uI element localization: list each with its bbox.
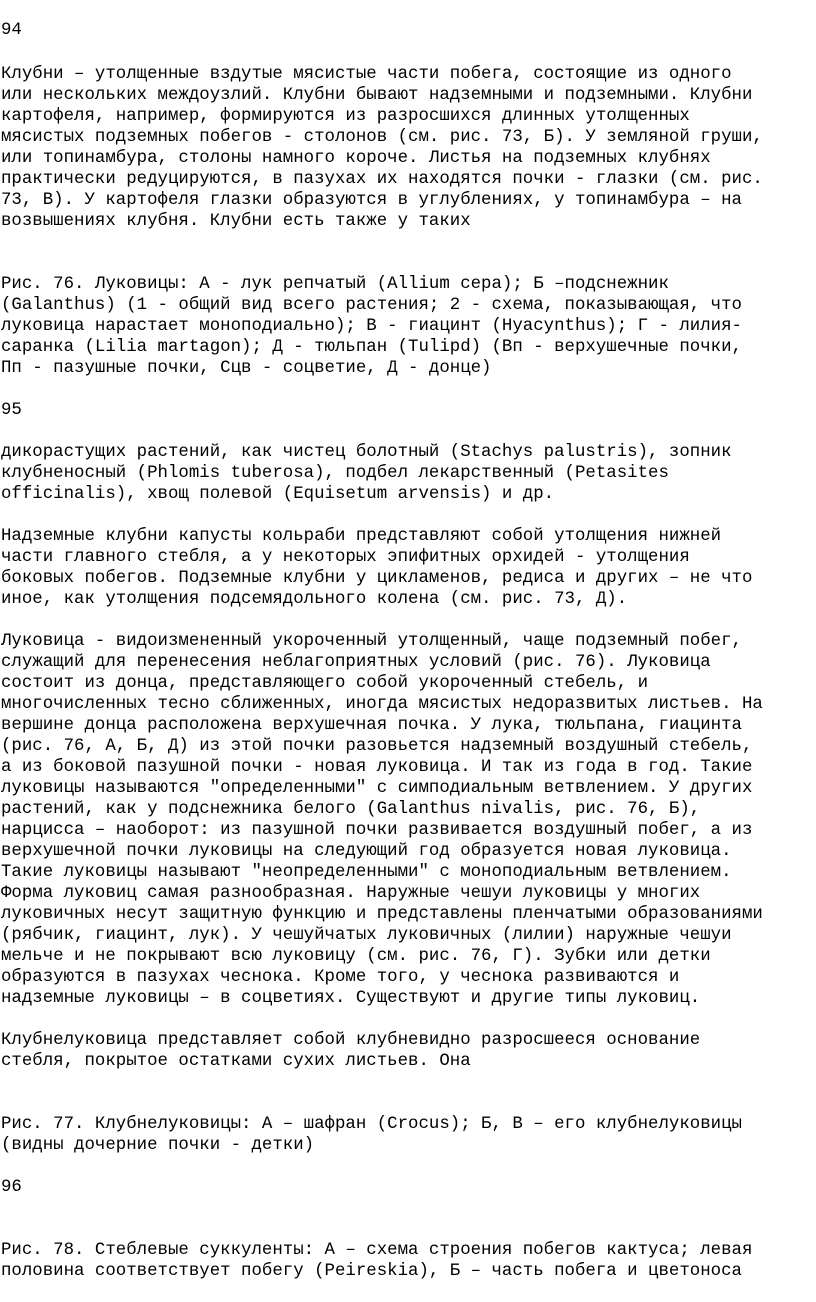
figure-caption-line: (Galanthus) (1 - общий вид всего растения; 2 - схема, показывающая, что [1,296,742,315]
text-line: Надземные клубни капусты кольраби представляют собой утолщения нижней [1,527,722,546]
text-line: дикорастущих растений, как чистец болотный (Stachys palustris), зопник [1,443,732,462]
text-line: или топинамбура, столоны намного короче. Листья на подземных клубнях [1,149,711,168]
text-line: многочисленных тесно сближенных, иногда мясистых недоразвитых листьев. На [1,695,763,714]
text-line: верхушечной почки луковицы на следующий год образуется новая луковица. [1,842,732,861]
text-line: Форма луковиц самая разнообразная. Наружные чешуи луковицы у многих [1,884,701,903]
text-line: растений, как у подснежника белого (Galanthus nivalis, рис. 76, Б), [1,800,701,819]
text-line: клубненосный (Phlomis tuberosa), подбел лекарственный (Petasites [1,464,669,483]
figure-caption-line: саранка (Lilia martagon); Д - тюльпан (Tulipd) (Вп - верхушечные почки, [1,338,742,357]
text-line: мясистых подземных побегов - столонов (см. рис. 73, Б). У земляной груши, [1,128,763,147]
figure-caption-line: Рис. 76. Луковицы: А - лук репчатый (Allium cepa); Б –подснежник [1,275,669,294]
text-line: Клубни – утолщенные вздутые мясистые части побега, состоящие из одного [1,65,732,84]
text-line: или нескольких междоузлий. Клубни бывают надземными и подземными. Клубни [1,86,753,105]
text-line: а из боковой пазушной почки - новая луковица. И так из года в год. Такие [1,758,753,777]
text-line: части главного стебля, а у некоторых эпифитных орхидей - утолщения [1,548,690,567]
figure-caption-line: (видны дочерние почки - детки) [1,1136,315,1155]
figure-caption-line: Рис. 78. Стеблевые суккуленты: А – схема строения побегов кактуса; левая [1,1241,753,1260]
text-line: луковичных несут защитную функцию и представлены пленчатыми образованиями [1,905,763,924]
text-line: мельче и не покрывают всю луковицу (см. рис. 76, Г). Зубки или детки [1,947,711,966]
text-line: надземные луковицы – в соцветиях. Существуют и другие типы луковиц. [1,989,701,1008]
text-line: иное, как утолщения подсемядольного колена (см. рис. 73, Д). [1,590,628,609]
text-line: картофеля, например, формируются из разросшихся длинных утолщенных [1,107,690,126]
page-number: 95 [1,401,22,420]
text-line: состоит из донца, представляющего собой укороченный стебель, и [1,674,649,693]
figure-caption-line: луковица нарастает моноподиально); В - гиацинт (Hyacynthus); Г - лилия- [1,317,742,336]
text-line: (рябчик, гиацинт, лук). У чешуйчатых луковичных (лилии) наружные чешуи [1,926,732,945]
text-line: боковых побегов. Подземные клубни у цикламенов, редиса и других – не что [1,569,753,588]
page-number: 94 [1,21,22,40]
text-line: Клубнелуковица представляет собой клубневидно разросшееся основание [1,1031,701,1050]
text-line: (рис. 76, А, Б, Д) из этой почки разовьется надземный воздушный стебель, [1,737,753,756]
text-line: образуются в пазухах чеснока. Кроме того, у чеснока развиваются и [1,968,680,987]
figure-caption-line: Рис. 77. Клубнелуковицы: А – шафран (Crocus); Б, В – его клубнелуковицы [1,1115,742,1134]
text-line: вершине донца расположена верхушечная почка. У лука, тюльпана, гиацинта [1,716,742,735]
figure-caption-line: половина соответствует побегу (Peireskia), Б – часть побега и цветоноса [1,1262,742,1281]
text-line: 73, В). У картофеля глазки образуются в углублениях, у топинамбура – на [1,191,742,210]
text-line: officinalis), хвощ полевой (Equisetum arvensis) и др. [1,485,555,504]
text-line: Луковица - видоизмененный укороченный утолщенный, чаще подземный побег, [1,632,742,651]
text-line: Такие луковицы называют "неопределенными" с моноподиальным ветвлением. [1,863,732,882]
text-line: луковицы называются "определенными" с симподиальным ветвлением. У других [1,779,753,798]
text-line: нарцисса – наоборот: из пазушной почки развивается воздушный побег, а из [1,821,753,840]
figure-caption-line: Пп - пазушные почки, Сцв - соцветие, Д - донце) [1,359,492,378]
text-line: стебля, покрытое остатками сухих листьев. Она [1,1052,471,1071]
text-line: практически редуцируются, в пазухах их находятся почки - глазки (см. рис. [1,170,763,189]
text-line: служащий для перенесения неблагоприятных условий (рис. 76). Луковица [1,653,711,672]
page-number: 96 [1,1178,22,1197]
text-line: возвышениях клубня. Клубни есть также у таких [1,212,471,231]
